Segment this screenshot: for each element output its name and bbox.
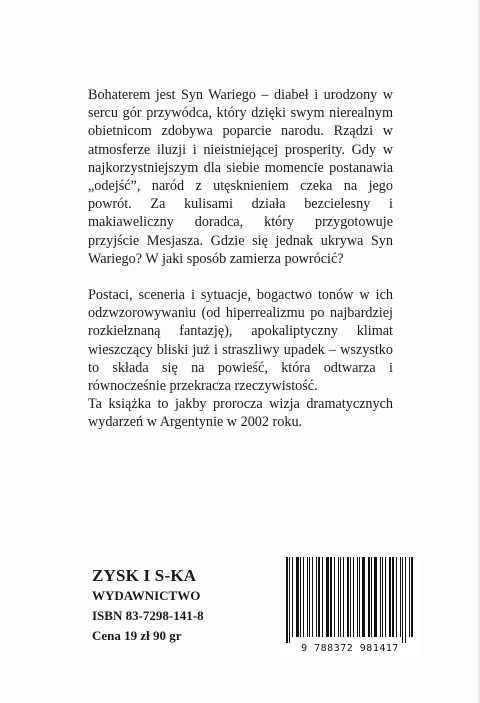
price-text: Cena 19 zł 90 gr [92, 628, 182, 643]
barcode-bar [409, 557, 410, 637]
barcode-bar [389, 557, 391, 637]
barcode-bar [350, 557, 351, 637]
barcode-bar [300, 557, 301, 637]
barcode-bar [359, 557, 360, 637]
barcode-bar [338, 557, 339, 637]
barcode-bar [326, 557, 329, 637]
barcode-bar [374, 557, 377, 637]
barcode-bar [340, 557, 341, 637]
barcode-bar [371, 557, 372, 637]
blurb-paragraph-1: Bohaterem jest Syn Wariego – diabeł i urodzony w sercu gór przywódca, który dzięki swym nierealnym obietnicom zdobywa poparcie narodu. Rządzi w atmosferze iluzji i nieistniejącej prosperity. Gdy w najkorzystniejszym dla siebie momencie postanawia „odejść”, naród z utęsknieniem czeka na jego powrót. Za kulisami działa bezcielesny i makiaweliczny doradca, który przygotowuje przyjście Mesjasza. Gdzie się jednak ukrywa Syn Wariego? W jaki sposób zamierza powrócić? [88, 87, 393, 267]
barcode-bars [280, 555, 420, 643]
barcode-bar [347, 557, 349, 637]
barcode-bar [380, 557, 381, 637]
barcode-bar [322, 557, 323, 637]
barcode-bar [307, 557, 308, 637]
barcode-bar [289, 557, 290, 643]
barcode-bar [382, 557, 383, 637]
barcode-bar [318, 557, 320, 637]
barcode-bar [353, 557, 354, 637]
barcode-bar [330, 557, 332, 637]
barcode-bar [357, 557, 358, 637]
barcode-bar [292, 557, 293, 637]
barcode-bar [312, 557, 313, 637]
barcode-bar [316, 557, 317, 637]
publisher-block [92, 565, 242, 646]
blurb-paragraph-2: Postaci, sceneria i sytuacje, bogactwo tonów w ich odzwzorowywaniu (od hiperrealizmu po najbardziej rozkiełznaną fantazję), apokaliptyczny klimat wieszczący bliski już i straszliwy upadek – wszystko to składa się na powieść, która odtwarza i równocześnie przekracza rzeczywistość. [88, 287, 393, 395]
cover-blurb [88, 86, 393, 432]
barcode-bar [309, 557, 310, 637]
barcode-bar [303, 557, 304, 637]
isbn-text: ISBN 83-7298-141-8 [92, 608, 204, 623]
barcode-bar [392, 557, 394, 637]
blurb-paragraph-3: Ta książka to jakby prorocza wizja dramatycznych wydarzeń w Argentynie w 2002 roku. [88, 396, 393, 431]
barcode-digits: 9 788372 981417 [301, 643, 399, 654]
barcode-bar [368, 557, 370, 637]
barcode-bar [396, 557, 397, 637]
barcode-bar [362, 557, 365, 637]
barcode-bar [400, 557, 401, 637]
publisher-name: ZYSK I S-KA [92, 566, 197, 585]
barcode-bar [296, 557, 299, 637]
barcode-bar [334, 557, 335, 637]
barcode-bar [343, 557, 344, 637]
barcode-bar [286, 557, 288, 643]
barcode-bar [385, 557, 386, 637]
isbn-barcode [280, 555, 420, 658]
publisher-label: WYDAWNICTWO [92, 588, 201, 603]
barcode-bar [405, 557, 406, 643]
barcode-bar [402, 557, 403, 643]
barcode-bar [411, 557, 413, 637]
